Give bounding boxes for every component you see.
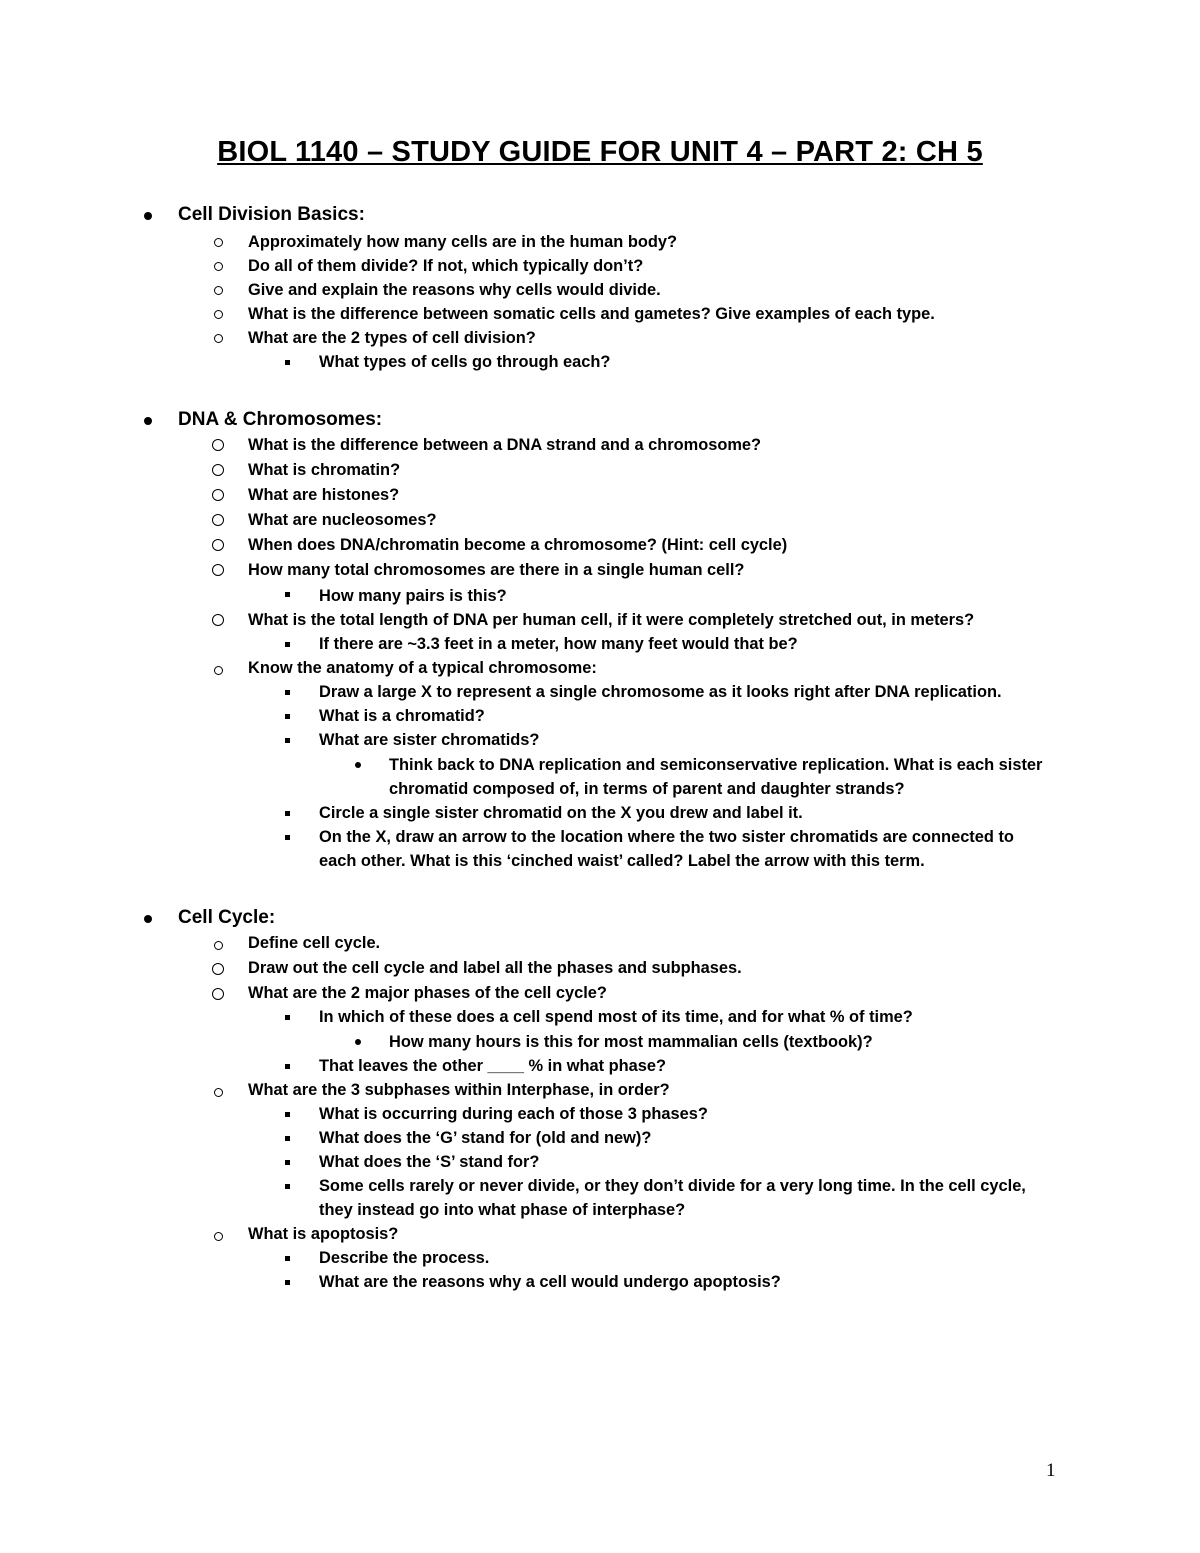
list-item: Approximately how many cells are in the human body? — [248, 233, 677, 251]
hollow-bullet-icon — [214, 286, 223, 295]
page-title: BIOL 1140 – STUDY GUIDE FOR UNIT 4 – PART 2: CH 5 — [217, 136, 983, 168]
hollow-bullet-icon — [214, 310, 223, 319]
list-item-continuation: they instead go into what phase of interphase? — [319, 1201, 686, 1219]
square-bullet-icon — [285, 1160, 290, 1165]
bullet-icon — [355, 1039, 361, 1045]
list-item: What are the 2 major phases of the cell cycle? — [248, 984, 607, 1002]
square-bullet-icon — [285, 592, 290, 597]
list-item: How many pairs is this? — [319, 587, 507, 605]
list-item-continuation: each other. What is this ‘cinched waist’ called? Label the arrow with this term. — [319, 852, 925, 870]
bullet-icon — [144, 212, 152, 220]
list-item: What is the difference between a DNA strand and a chromosome? — [248, 436, 762, 454]
list-item: What is the difference between somatic cells and gametes? Give examples of each type. — [248, 305, 935, 323]
section-heading-cell-cycle: Cell Cycle: — [178, 907, 276, 928]
list-item: Circle a single sister chromatid on the X you drew and label it. — [319, 804, 803, 822]
list-item: What does the ‘S’ stand for? — [319, 1153, 540, 1171]
bullet-icon — [144, 417, 152, 425]
list-item: If there are ~3.3 feet in a meter, how many feet would that be? — [319, 635, 798, 653]
list-item: What is a chromatid? — [319, 707, 485, 725]
list-item: What are histones? — [248, 486, 400, 504]
square-bullet-icon — [285, 835, 290, 840]
hollow-bullet-icon — [212, 963, 224, 975]
hollow-bullet-icon — [212, 464, 224, 476]
hollow-bullet-icon — [214, 262, 223, 271]
bullet-icon — [355, 762, 361, 768]
list-item-continuation: chromatid composed of, in terms of parent and daughter strands? — [389, 780, 905, 798]
square-bullet-icon — [285, 690, 290, 695]
list-item: Define cell cycle. — [248, 934, 381, 952]
hollow-bullet-icon — [212, 539, 224, 551]
square-bullet-icon — [285, 1280, 290, 1285]
hollow-bullet-icon — [212, 489, 224, 501]
list-item: What are sister chromatids? — [319, 731, 540, 749]
list-item: That leaves the other ____ % in what phase? — [319, 1057, 667, 1075]
list-item: What is apoptosis? — [248, 1225, 399, 1243]
list-item: What are nucleosomes? — [248, 511, 437, 529]
list-item: What is occurring during each of those 3 phases? — [319, 1105, 708, 1123]
square-bullet-icon — [285, 1112, 290, 1117]
list-item: Do all of them divide? If not, which typically don’t? — [248, 257, 644, 275]
list-item: In which of these does a cell spend most of its time, and for what % of time? — [319, 1008, 913, 1026]
list-item: How many total chromosomes are there in a single human cell? — [248, 561, 745, 579]
hollow-bullet-icon — [214, 1232, 223, 1241]
list-item: Describe the process. — [319, 1249, 490, 1267]
list-item: When does DNA/chromatin become a chromosome? (Hint: cell cycle) — [248, 536, 788, 554]
hollow-bullet-icon — [214, 334, 223, 343]
list-item: What is the total length of DNA per human cell, if it were completely stretched out, in meters? — [248, 611, 975, 629]
list-item: How many hours is this for most mammalian cells (textbook)? — [389, 1033, 873, 1051]
list-item: On the X, draw an arrow to the location where the two sister chromatids are connected to — [319, 828, 1014, 846]
page-number: 1 — [1046, 1460, 1056, 1481]
section-heading-cell-division: Cell Division Basics: — [178, 204, 365, 225]
square-bullet-icon — [285, 1064, 290, 1069]
list-item: What types of cells go through each? — [319, 353, 611, 371]
list-item: Give and explain the reasons why cells would divide. — [248, 281, 661, 299]
list-item: What is chromatin? — [248, 461, 401, 479]
square-bullet-icon — [285, 714, 290, 719]
hollow-bullet-icon — [214, 941, 223, 950]
square-bullet-icon — [285, 1136, 290, 1141]
square-bullet-icon — [285, 1015, 290, 1020]
hollow-bullet-icon — [212, 614, 224, 626]
square-bullet-icon — [285, 1184, 290, 1189]
hollow-bullet-icon — [212, 514, 224, 526]
list-item: What are the 2 types of cell division? — [248, 329, 536, 347]
list-item: What does the ‘G’ stand for (old and new)? — [319, 1129, 652, 1147]
list-item: What are the 3 subphases within Interphase, in order? — [248, 1081, 670, 1099]
hollow-bullet-icon — [214, 666, 223, 675]
list-item: Some cells rarely or never divide, or they don’t divide for a very long time. In the cell cycle, — [319, 1177, 1026, 1195]
square-bullet-icon — [285, 360, 290, 365]
square-bullet-icon — [285, 642, 290, 647]
hollow-bullet-icon — [212, 564, 224, 576]
square-bullet-icon — [285, 1256, 290, 1261]
list-item: Know the anatomy of a typical chromosome: — [248, 659, 597, 677]
list-item: Draw a large X to represent a single chromosome as it looks right after DNA replication. — [319, 683, 1002, 701]
hollow-bullet-icon — [212, 439, 224, 451]
list-item: Draw out the cell cycle and label all the phases and subphases. — [248, 959, 742, 977]
list-item: What are the reasons why a cell would undergo apoptosis? — [319, 1273, 781, 1291]
square-bullet-icon — [285, 811, 290, 816]
square-bullet-icon — [285, 738, 290, 743]
section-heading-dna: DNA & Chromosomes: — [178, 409, 383, 430]
bullet-icon — [144, 915, 152, 923]
list-item: Think back to DNA replication and semiconservative replication. What is each sister — [389, 756, 1043, 774]
hollow-bullet-icon — [212, 988, 224, 1000]
hollow-bullet-icon — [214, 238, 223, 247]
hollow-bullet-icon — [214, 1088, 223, 1097]
